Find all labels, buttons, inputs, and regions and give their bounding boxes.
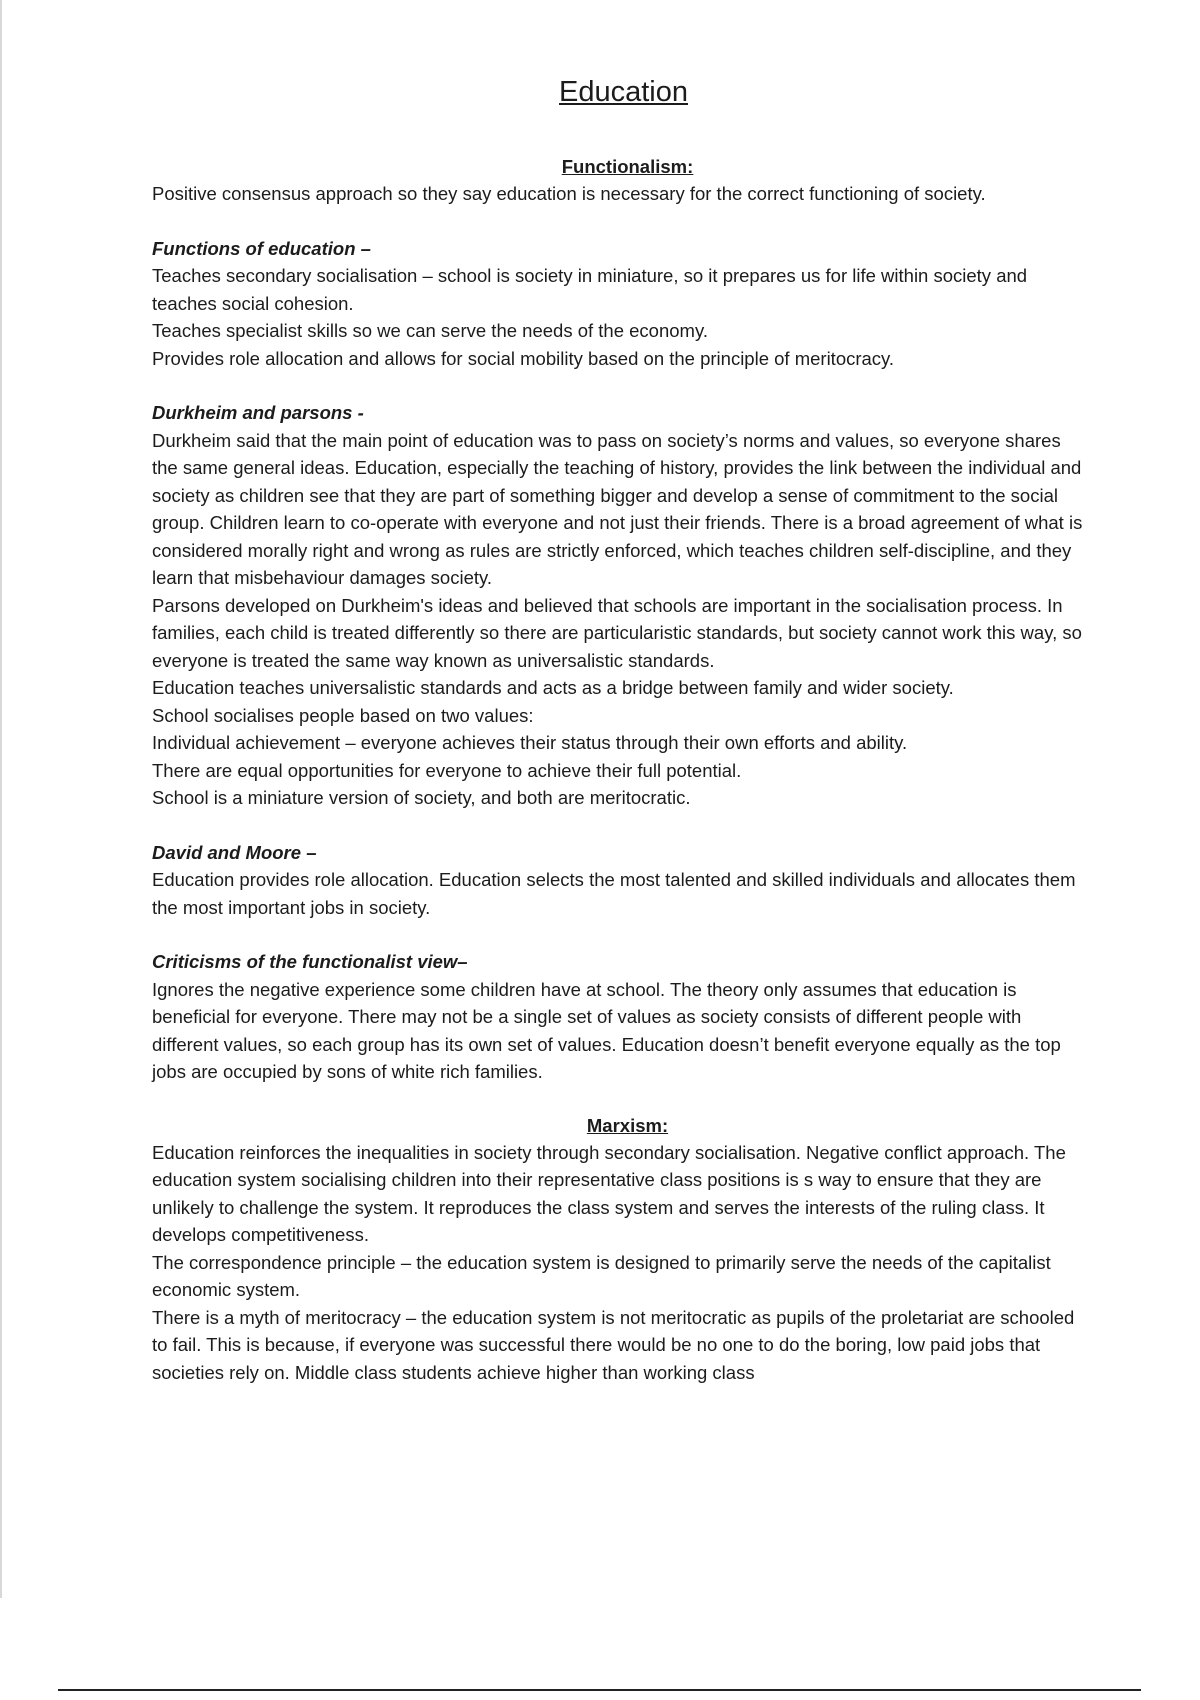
page-edge <box>0 0 2 1598</box>
correspondence-principle-paragraph: The correspondence principle – the education system is designed to primarily serve the needs of the capitalist economic system. <box>152 1251 1051 1300</box>
spacer <box>152 921 1087 948</box>
subheading-durkheim-parsons: Durkheim and parsons - <box>152 402 364 423</box>
spacer <box>152 1086 1087 1113</box>
parsons-line: School socialises people based on two values: <box>152 704 534 726</box>
subheading-criticisms: Criticisms of the functionalist view– <box>152 951 468 972</box>
functions-line: Teaches secondary socialisation – school is society in miniature, so it prepares us for life within society and teaches social cohesion. <box>152 265 1028 314</box>
subheading-functions-of-education: Functions of education – <box>152 237 371 259</box>
spacer <box>152 812 1087 839</box>
bottom-divider <box>58 1689 1141 1691</box>
functionalism-intro: Positive consensus approach so they say education is necessary for the correct functioning of society. <box>152 183 986 204</box>
marxism-paragraph: Education reinforces the inequalities in society through secondary socialisation. Negative conflict approach. The education system socialising children into their representative class positions is s way to ensure that they are unlikely to challenge the system. It reproduces the class system and serves the interests of the ruling class. It develops competitiveness. <box>152 1141 1066 1245</box>
subheading-davis-moore: David and Moore – <box>152 841 317 863</box>
spacer <box>152 372 1087 399</box>
parsons-line: There are equal opportunities for everyone to achieve their full potential. <box>152 759 742 781</box>
davis-moore-paragraph: Education provides role allocation. Education selects the most talented and skilled individuals and allocates them the most important jobs in society. <box>152 869 1076 918</box>
parsons-line: School is a miniature version of society, and both are meritocratic. <box>152 787 691 808</box>
section-heading-functionalism: Functionalism: <box>561 156 694 177</box>
document-title: Education <box>559 76 688 108</box>
spacer <box>152 208 1087 235</box>
parsons-line: Education teaches universalistic standards and acts as a bridge between family and wider society. <box>152 677 954 698</box>
parsons-line: Individual achievement – everyone achieves their status through their own efforts and ability. <box>152 732 908 753</box>
durkheim-paragraph: Durkheim said that the main point of education was to pass on society’s norms and values, so everyone shares the same general ideas. Education, especially the teaching of history, provides the link between the individual and society as children see that they are part of something bigger and develop a sense of commitment to the social group. Children learn to co-operate with everyone and not just their friends. There is a broad agreement of what is considered morally right and wrong as rules are strictly enforced, which teaches children self-discipline, and they learn that misbehaviour damages society. <box>152 429 1083 588</box>
criticisms-paragraph: Ignores the negative experience some children have at school. The theory only assumes that education is beneficial for everyone. There may not be a single set of values as society consists of different people with different values, so each group has its own set of values. Education doesn’t benefit everyone equally as the top jobs are occupied by sons of white rich families. <box>152 978 1061 1082</box>
parsons-paragraph: Parsons developed on Durkheim's ideas and believed that schools are important in the socialisation process. In families, each child is treated differently so there are particularistic standards, but society cannot work this way, so everyone is treated the same way known as universalistic standards. <box>152 594 1082 671</box>
section-heading-marxism: Marxism: <box>586 1114 669 1136</box>
functions-line: Teaches specialist skills so we can serve the needs of the economy. <box>152 320 708 341</box>
myth-of-meritocracy-paragraph: There is a myth of meritocracy – the education system is not meritocratic as pupils of the proletariat are schooled to fail. This is because, if everyone was successful there would be no one to do the boring, low paid jobs that societies rely on. Middle class students achieve higher than working class <box>152 1306 1075 1383</box>
document-page <box>152 72 1087 1386</box>
functions-line: Provides role allocation and allows for social mobility based on the principle of meritocracy. <box>152 347 895 369</box>
